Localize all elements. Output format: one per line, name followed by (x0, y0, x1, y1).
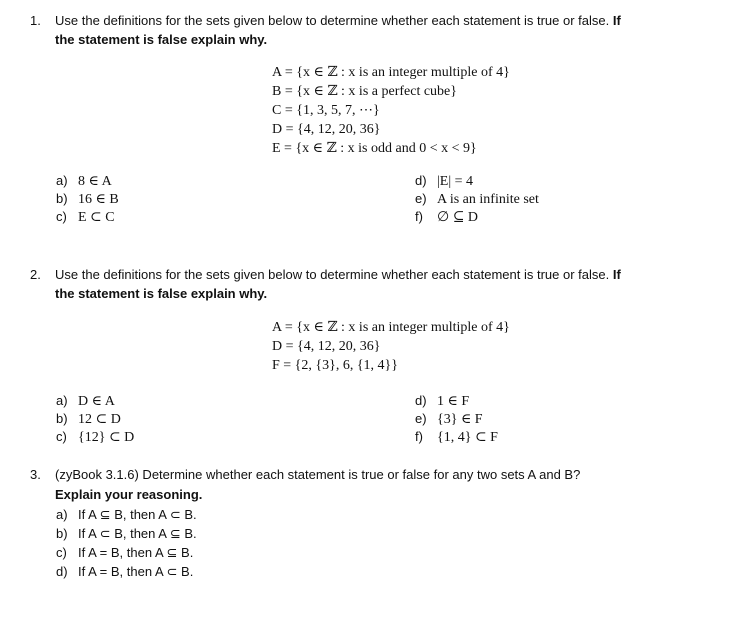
q2-item-b-expr: 12 ⊂ D (78, 412, 121, 427)
q1-prompt-text: Use the definitions for the sets given below to determine whether each statement is true or false. (55, 13, 610, 28)
q1-item-c-expr: E ⊂ C (78, 210, 115, 225)
q1-item-b-label: b) (56, 191, 68, 206)
q2-item-f (415, 428, 498, 447)
q2-def-f: F = {2, {3}, 6, {1, 4}} (272, 358, 398, 373)
q1-prompt-bold-tail: If (612, 13, 621, 28)
q2-item-b-label: b) (56, 411, 68, 426)
q2-prompt-bold-tail: If (612, 267, 621, 282)
q2-prompt-line1 (55, 266, 621, 284)
q3-item-d-label: d) (56, 564, 68, 579)
q2-item-a-expr: D ∈ A (78, 394, 115, 409)
q3-item-c-label: c) (56, 545, 67, 560)
q1-prompt-line2: the statement is false explain why. (55, 32, 268, 47)
q1-item-a-expr: 8 ∈ A (78, 174, 112, 189)
q2-item-c-expr: {12} ⊂ D (78, 430, 135, 445)
q2-item-d-label: d) (415, 393, 427, 408)
q1-item-f-label: f) (415, 209, 423, 224)
q3-number: 3. (30, 467, 41, 482)
q1-def-d: D = {4, 12, 20, 36} (272, 122, 381, 137)
q3-item-d (56, 563, 193, 581)
q2-item-d (415, 392, 469, 411)
q1-item-a (56, 172, 112, 191)
q1-def-e: E = {x ∈ ℤ : x is odd and 0 < x < 9} (272, 141, 477, 156)
q1-item-c (56, 208, 115, 227)
q3-item-a-expr: If A ⊆ B, then A ⊂ B. (78, 507, 197, 522)
q2-item-e (415, 410, 483, 429)
q2-item-d-expr: 1 ∈ F (437, 394, 470, 409)
q2-number: 2. (30, 267, 41, 282)
q1-item-d-label: d) (415, 173, 427, 188)
q2-item-c (56, 428, 134, 447)
q1-item-a-label: a) (56, 173, 68, 188)
q3-item-b-expr: If A ⊂ B, then A ⊆ B. (78, 526, 197, 541)
q1-item-d (415, 172, 473, 191)
q2-def-a: A = {x ∈ ℤ : x is an integer multiple of 4} (272, 320, 510, 335)
q1-item-d-expr: |E| = 4 (437, 174, 474, 189)
q3-item-c (56, 544, 193, 562)
q1-item-e-expr: A is an infinite set (437, 192, 539, 207)
q3-item-b-label: b) (56, 526, 68, 541)
q1-item-e (415, 190, 539, 209)
q2-def-d: D = {4, 12, 20, 36} (272, 339, 381, 354)
q2-item-b (56, 410, 121, 429)
q3-item-c-expr: If A = B, then A ⊆ B. (78, 545, 194, 560)
q3-item-d-expr: If A = B, then A ⊂ B. (78, 564, 194, 579)
q2-prompt-text: Use the definitions for the sets given below to determine whether each statement is true or false. (55, 267, 610, 282)
q2-item-f-expr: {1, 4} ⊂ F (437, 430, 498, 445)
q1-item-b (56, 190, 119, 209)
q1-def-b: B = {x ∈ ℤ : x is a perfect cube} (272, 84, 457, 99)
q1-def-c: C = {1, 3, 5, 7, ⋯} (272, 103, 380, 118)
q2-item-e-expr: {3} ∈ F (437, 412, 483, 427)
q2-item-a (56, 392, 115, 411)
q2-item-e-label: e) (415, 411, 427, 426)
q3-item-a-label: a) (56, 507, 68, 522)
q1-item-f-expr: ∅ ⊆ D (437, 210, 479, 225)
q2-item-f-label: f) (415, 429, 423, 444)
q1-item-b-expr: 16 ∈ B (78, 192, 119, 207)
q2-prompt-line2: the statement is false explain why. (55, 286, 268, 301)
q1-item-c-label: c) (56, 209, 67, 224)
q1-def-a: A = {x ∈ ℤ : x is an integer multiple of 4} (272, 65, 510, 80)
q3-item-a (56, 506, 197, 524)
q2-item-a-label: a) (56, 393, 68, 408)
q3-item-b (56, 525, 197, 543)
q1-item-f (415, 208, 478, 227)
q1-number: 1. (30, 13, 41, 28)
q2-item-c-label: c) (56, 429, 67, 444)
q3-prompt: (zyBook 3.1.6) Determine whether each statement is true or false for any two sets A and B? (55, 467, 581, 482)
q1-item-e-label: e) (415, 191, 427, 206)
q1-prompt-line1 (55, 12, 621, 30)
q3-bold-line: Explain your reasoning. (55, 487, 203, 502)
